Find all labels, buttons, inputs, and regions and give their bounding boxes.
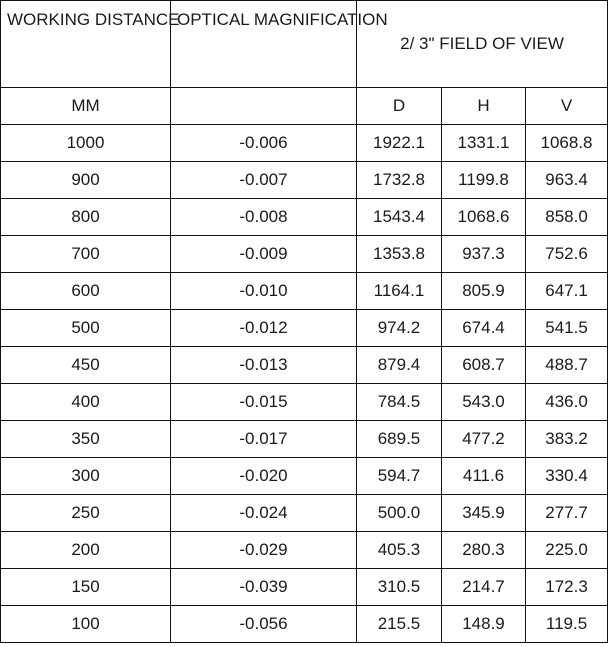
table-row (1, 273, 608, 310)
h-value-cell: 214.7 (442, 569, 526, 606)
working-distance-cell: 300 (1, 458, 171, 495)
d-value-cell: 405.3 (357, 532, 442, 569)
working-distance-cell: 250 (1, 495, 171, 532)
h-value-cell: 805.9 (442, 273, 526, 310)
empty-header-cell (171, 88, 357, 125)
d-value-cell: 689.5 (357, 421, 442, 458)
h-value-cell: 1199.8 (442, 162, 526, 199)
optical-magnification-header: OPTICAL MAGNIFICATION (171, 1, 357, 88)
v-value-cell: 383.2 (526, 421, 608, 458)
d-value-cell: 1164.1 (357, 273, 442, 310)
h-value-cell: 1068.6 (442, 199, 526, 236)
table-row (1, 458, 608, 495)
v-value-cell: 488.7 (526, 347, 608, 384)
table-row (1, 606, 608, 643)
table-row (1, 384, 608, 421)
h-value-cell: 937.3 (442, 236, 526, 273)
magnification-cell: -0.020 (171, 458, 357, 495)
magnification-cell: -0.007 (171, 162, 357, 199)
h-value-cell: 411.6 (442, 458, 526, 495)
h-value-cell: 477.2 (442, 421, 526, 458)
table-row (1, 125, 608, 162)
working-distance-cell: 400 (1, 384, 171, 421)
working-distance-cell: 800 (1, 199, 171, 236)
d-value-cell: 310.5 (357, 569, 442, 606)
field-of-view-header: 2/ 3" FIELD OF VIEW (357, 1, 608, 88)
working-distance-cell: 600 (1, 273, 171, 310)
v-value-cell: 119.5 (526, 606, 608, 643)
d-value-cell: 974.2 (357, 310, 442, 347)
table-row (1, 421, 608, 458)
header-row (1, 1, 608, 88)
working-distance-cell: 700 (1, 236, 171, 273)
magnification-cell: -0.024 (171, 495, 357, 532)
magnification-cell: -0.006 (171, 125, 357, 162)
v-value-cell: 172.3 (526, 569, 608, 606)
v-value-cell: 436.0 (526, 384, 608, 421)
v-value-cell: 330.4 (526, 458, 608, 495)
working-distance-cell: 150 (1, 569, 171, 606)
table-row (1, 199, 608, 236)
magnification-cell: -0.013 (171, 347, 357, 384)
magnification-cell: -0.012 (171, 310, 357, 347)
table-row (1, 495, 608, 532)
table-row (1, 532, 608, 569)
table-row (1, 310, 608, 347)
working-distance-header: WORKING DISTANCE (1, 1, 171, 88)
magnification-cell: -0.008 (171, 199, 357, 236)
d-value-cell: 1922.1 (357, 125, 442, 162)
h-value-cell: 674.4 (442, 310, 526, 347)
d-value-cell: 1732.8 (357, 162, 442, 199)
d-header: D (357, 88, 442, 125)
v-header: V (526, 88, 608, 125)
magnification-cell: -0.015 (171, 384, 357, 421)
v-value-cell: 647.1 (526, 273, 608, 310)
d-value-cell: 784.5 (357, 384, 442, 421)
v-value-cell: 1068.8 (526, 125, 608, 162)
table-row (1, 236, 608, 273)
d-value-cell: 1353.8 (357, 236, 442, 273)
h-value-cell: 280.3 (442, 532, 526, 569)
working-distance-cell: 350 (1, 421, 171, 458)
working-distance-cell: 1000 (1, 125, 171, 162)
h-value-cell: 1331.1 (442, 125, 526, 162)
d-value-cell: 215.5 (357, 606, 442, 643)
d-value-cell: 594.7 (357, 458, 442, 495)
working-distance-cell: 200 (1, 532, 171, 569)
h-value-cell: 608.7 (442, 347, 526, 384)
v-value-cell: 277.7 (526, 495, 608, 532)
v-value-cell: 963.4 (526, 162, 608, 199)
h-value-cell: 543.0 (442, 384, 526, 421)
v-value-cell: 858.0 (526, 199, 608, 236)
v-value-cell: 541.5 (526, 310, 608, 347)
d-value-cell: 500.0 (357, 495, 442, 532)
magnification-cell: -0.009 (171, 236, 357, 273)
subheader-row (1, 88, 608, 125)
d-value-cell: 1543.4 (357, 199, 442, 236)
v-value-cell: 752.6 (526, 236, 608, 273)
working-distance-cell: 500 (1, 310, 171, 347)
magnification-cell: -0.056 (171, 606, 357, 643)
working-distance-cell: 450 (1, 347, 171, 384)
working-distance-cell: 900 (1, 162, 171, 199)
v-value-cell: 225.0 (526, 532, 608, 569)
unit-header: MM (1, 88, 171, 125)
h-value-cell: 345.9 (442, 495, 526, 532)
h-value-cell: 148.9 (442, 606, 526, 643)
d-value-cell: 879.4 (357, 347, 442, 384)
table-row (1, 569, 608, 606)
h-header: H (442, 88, 526, 125)
magnification-cell: -0.010 (171, 273, 357, 310)
table-row (1, 347, 608, 384)
magnification-cell: -0.017 (171, 421, 357, 458)
working-distance-cell: 100 (1, 606, 171, 643)
table-row (1, 162, 608, 199)
magnification-cell: -0.039 (171, 569, 357, 606)
magnification-cell: -0.029 (171, 532, 357, 569)
